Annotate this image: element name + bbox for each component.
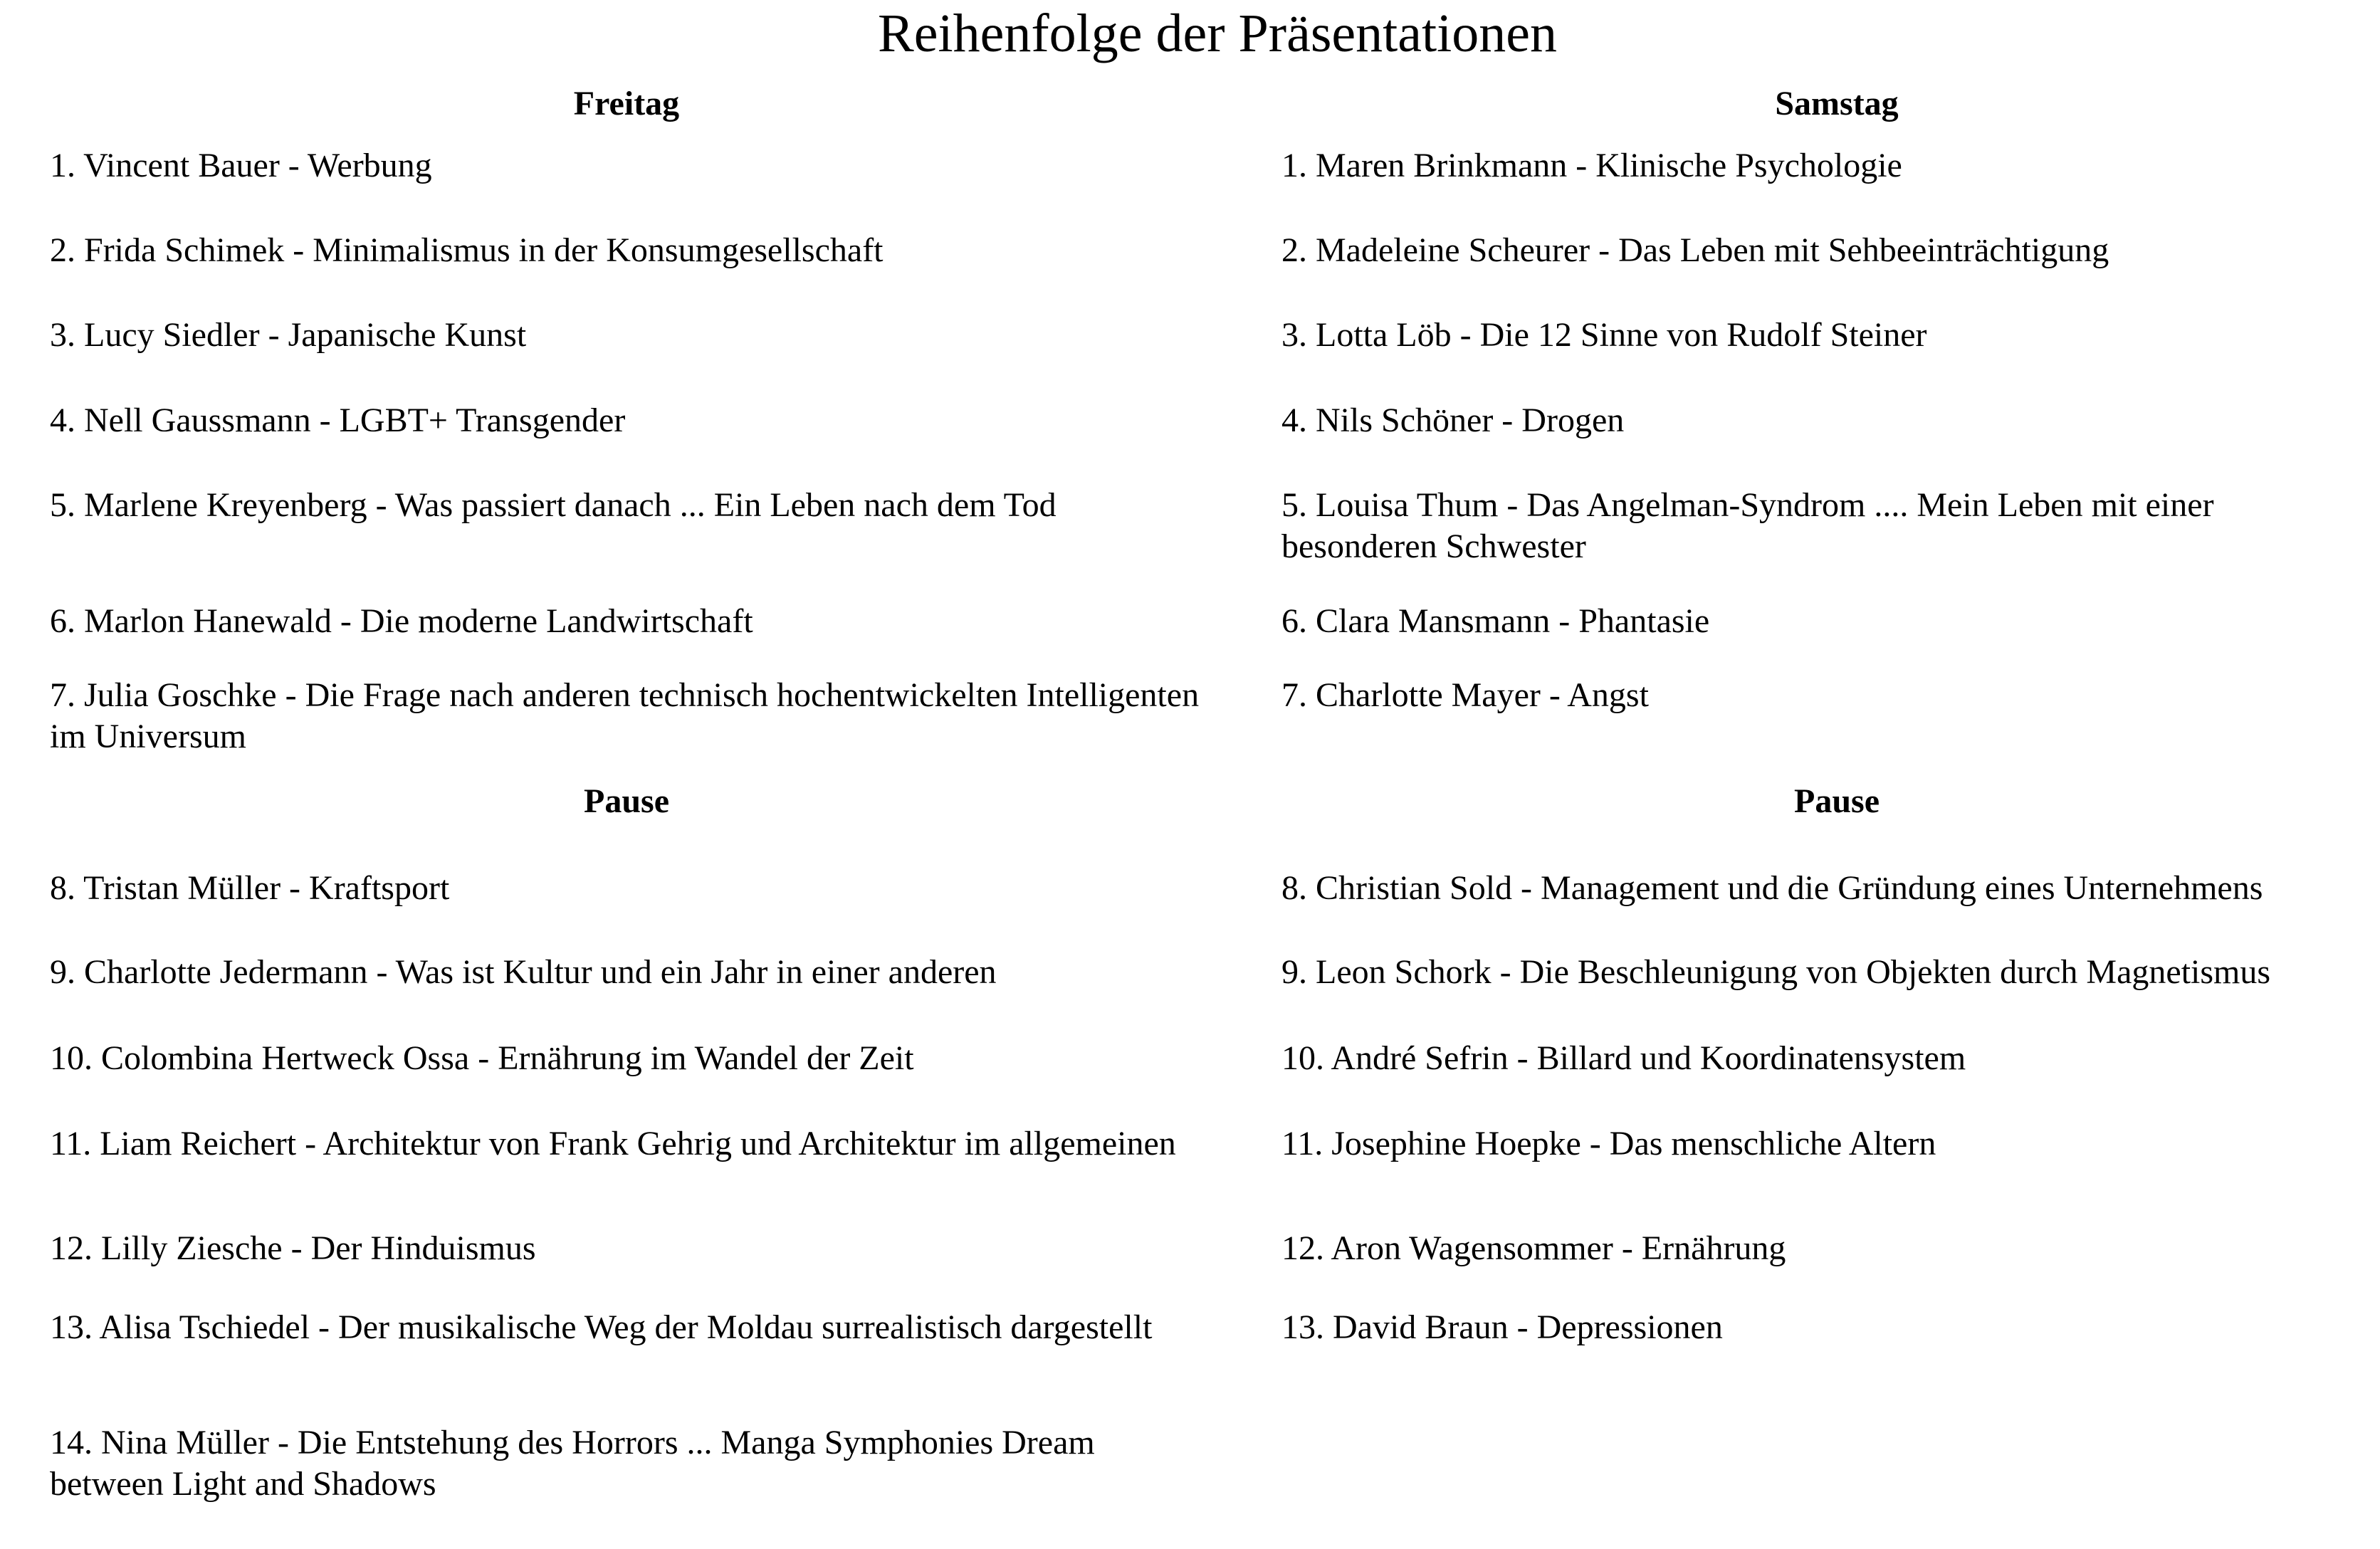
schedule-entry: 9. Charlotte Jedermann - Was ist Kultur und ein Jahr in einer anderen: [50, 953, 997, 991]
schedule-entry: 13. Alisa Tschiedel - Der musikalische Weg der Moldau surrealistisch dargestellt: [50, 1308, 1153, 1346]
schedule-entry: 11. Liam Reichert - Architektur von Frank Gehrig und Architektur im allgemeinen: [50, 1125, 1176, 1162]
schedule-entry: 10. Colombina Hertweck Ossa - Ernährung im Wandel der Zeit: [50, 1039, 914, 1077]
schedule-entry: 4. Nils Schöner - Drogen: [1281, 401, 1625, 439]
schedule-entry: 5. Marlene Kreyenberg - Was passiert danach ... Ein Leben nach dem Tod: [50, 486, 1057, 524]
schedule-entry: 12. Aron Wagensommer - Ernährung: [1281, 1229, 1786, 1267]
schedule-entry: 5. Louisa Thum - Das Angelman-Syndrom .... Mein Leben mit einer besonderen Schwester: [1281, 486, 2214, 565]
pause-heading-friday: Pause: [584, 782, 669, 820]
schedule-entry: 13. David Braun - Depressionen: [1281, 1308, 1723, 1346]
schedule-entry: 7. Julia Goschke - Die Frage nach anderen technisch hochentwickelten Intelligenten im Universum: [50, 676, 1200, 755]
schedule-entry: 3. Lotta Löb - Die 12 Sinne von Rudolf Steiner: [1281, 316, 1927, 354]
schedule-entry: 2. Madeleine Scheurer - Das Leben mit Sehbeeinträchtigung: [1281, 231, 2109, 269]
schedule-entry: 6. Marlon Hanewald - Die moderne Landwirtschaft: [50, 602, 753, 640]
schedule-entry: 1. Vincent Bauer - Werbung: [50, 147, 432, 184]
schedule-entry: 6. Clara Mansmann - Phantasie: [1281, 602, 1710, 640]
pause-heading-saturday: Pause: [1794, 782, 1880, 820]
schedule-entry: 7. Charlotte Mayer - Angst: [1281, 676, 1649, 714]
day-heading-saturday: Samstag: [1775, 85, 1899, 122]
schedule-entry: 2. Frida Schimek - Minimalismus in der Konsumgesellschaft: [50, 231, 884, 269]
schedule-entry: 10. André Sefrin - Billard und Koordinatensystem: [1281, 1039, 1966, 1077]
schedule-entry: 1. Maren Brinkmann - Klinische Psychologie: [1281, 147, 1902, 184]
schedule-entry: 9. Leon Schork - Die Beschleunigung von Objekten durch Magnetismus: [1281, 953, 2271, 991]
schedule-entry: 8. Tristan Müller - Kraftsport: [50, 869, 450, 907]
schedule-entry: 3. Lucy Siedler - Japanische Kunst: [50, 316, 527, 354]
schedule-entry: 8. Christian Sold - Management und die Gründung eines Unternehmens: [1281, 869, 2263, 907]
schedule-entry: 12. Lilly Ziesche - Der Hinduismus: [50, 1229, 536, 1267]
schedule-entry: 14. Nina Müller - Die Entstehung des Horrors ... Manga Symphonies Dream between Light and Shadows: [50, 1424, 1095, 1503]
schedule-entry: 4. Nell Gaussmann - LGBT+ Transgender: [50, 401, 626, 439]
schedule-entry: 11. Josephine Hoepke - Das menschliche Altern: [1281, 1125, 1936, 1162]
day-heading-friday: Freitag: [573, 85, 680, 122]
page-title: Reihenfolge der Präsentationen: [878, 4, 1557, 63]
